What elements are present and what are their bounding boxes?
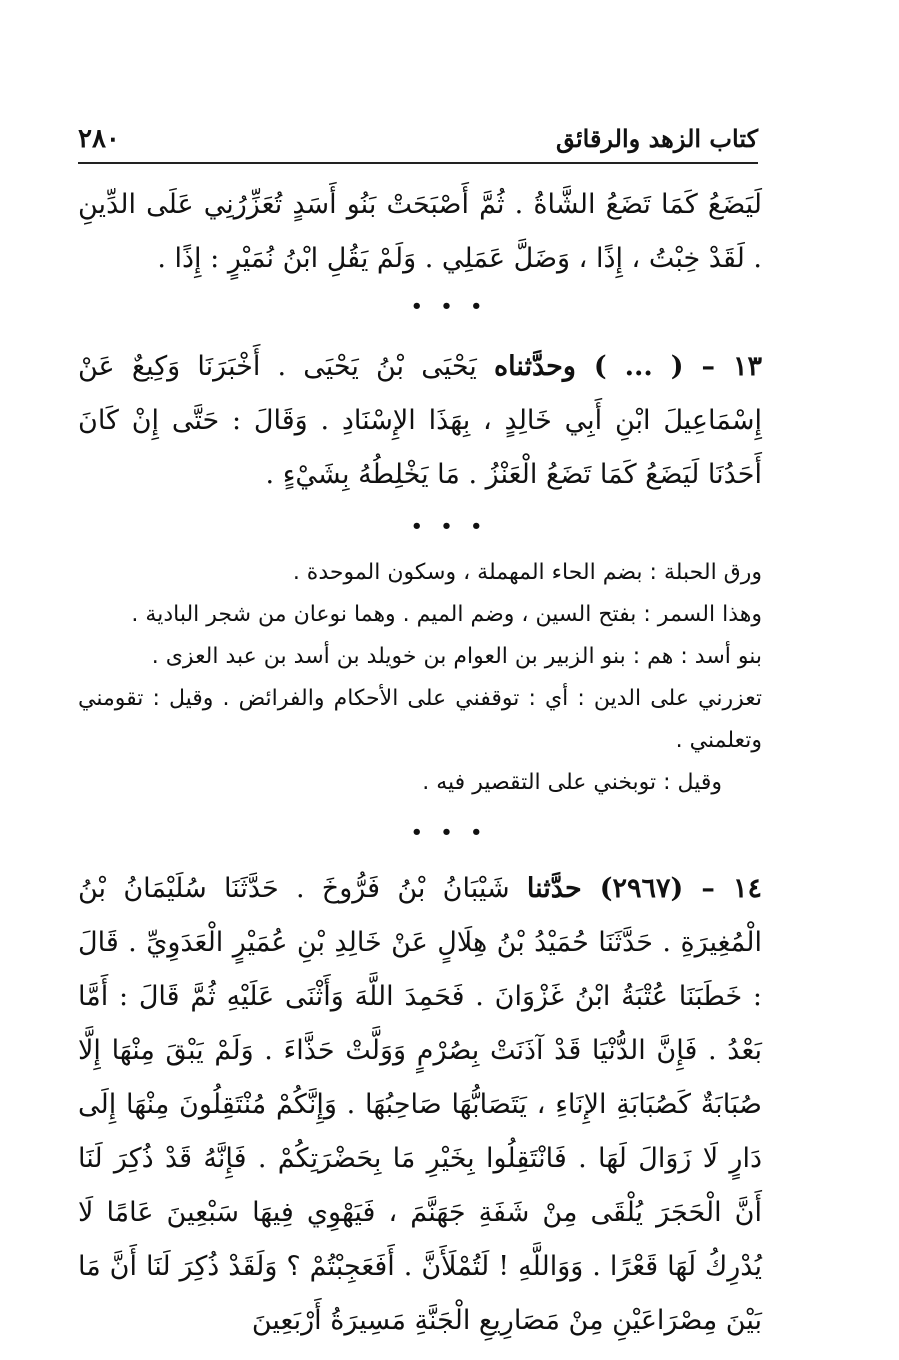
note-line: بنو أسد : هم : بنو الزبير بن العوام بن خويلد بن أسد بن عبد العزى . [151, 644, 762, 669]
note-line: وهذا السمر : بفتح السين ، وضم الميم . وهما نوعان من شجر البادية . [131, 602, 762, 627]
hadith-13-text: يَحْيَى بْنُ يَحْيَى . أَخْبَرَنَا وَكِيعٌ عَنْ إِسْمَاعِيلَ ابْنِ أَبِي خَالِدٍ ، بِهَذَا الإِسْنَادِ . وَقَالَ : حَتَّى إِنْ كَانَ أَحَدُنَا لَيَضَعُ كَمَا تَضَعُ الْعَنْزُ . مَا يَخْلِطُهُ بِشَيْءٍ . [78, 351, 762, 490]
hadith-13 [78, 340, 762, 502]
note-line: وقيل : توبخني على التقصير فيه . [422, 770, 722, 795]
page-number: ٢٨٠ [78, 124, 120, 154]
notes-block [78, 552, 762, 804]
separator-2: • • • [410, 516, 489, 537]
hadith-13-number: ١٣ – ( ... ) وحدَّثناه [493, 351, 762, 382]
top-paragraph: لَيَضَعُ كَمَا تَضَعُ الشَّاةُ . ثُمَّ أَصْبَحَتْ بَنُو أَسَدٍ تُعَزِّرُنِي عَلَى الدِّينِ . لَقَدْ خِبْتُ ، إِذًا ، وَضَلَّ عَمَلِي . وَلَمْ يَقُلِ ابْنُ نُمَيْرٍ : إِذًا . [78, 189, 762, 274]
book-title: كتاب الزهد والرقائق [555, 124, 758, 153]
hadith-14 [78, 862, 762, 1348]
page-header [78, 118, 758, 164]
note-line: ورق الحبلة : بضم الحاء المهملة ، وسكون الموحدة . [292, 560, 762, 585]
separator-3: • • • [410, 822, 489, 843]
hadith-14-number: ١٤ – (٢٩٦٧) حدَّثنا [526, 873, 762, 904]
hadith-14-text: شَيْبَانُ بْنُ فَرُّوخَ . حَدَّثَنَا سُلَيْمَانُ بْنُ الْمُغِيرَةِ . حَدَّثَنَا حُمَيْدُ بْنُ هِلَالٍ عَنْ خَالِدِ بْنِ عُمَيْرٍ الْعَدَوِيِّ . قَالَ : خَطَبَنَا عُتْبَةُ ابْنُ غَزْوَانَ . فَحَمِدَ اللَّهَ وَأَثْنَى عَلَيْهِ ثُمَّ قَالَ : أَمَّا بَعْدُ . فَإِنَّ الدُّنْيَا قَدْ آذَنَتْ بِصُرْمٍ وَوَلَّتْ حَذَّاءَ . وَلَمْ يَبْقَ مِنْهَا إِلَّا صُبَابَةٌ كَصُبَابَةِ الإِنَاءِ ، يَتَصَابُّهَا صَاحِبُهَا . وَإِنَّكُمْ مُنْتَقِلُونَ مِنْهَا إِلَى دَارٍ لَا زَوَالَ لَهَا . فَانْتَقِلُوا بِخَيْرِ مَا بِحَضْرَتِكُمْ . فَإِنَّهُ قَدْ ذُكِرَ لَنَا أَنَّ الْحَجَرَ يُلْقَى مِنْ شَفَةِ جَهَنَّمَ ، فَيَهْوِي فِيهَا سَبْعِينَ عَامًا لَا يُدْرِكُ لَهَا قَعْرًا . وَوَاللَّهِ ! لَتُمْلَأَنَّ . أَفَعَجِبْتُمْ ؟ وَلَقَدْ ذُكِرَ لَنَا أَنَّ مَا بَيْنَ مِصْرَاعَيْنِ مِنْ مَصَارِيعِ الْجَنَّةِ مَسِيرَةُ أَرْبَعِينَ [78, 873, 762, 1336]
note-line: تعزرني على الدين : أي : توقفني على الأحكام والفرائض . وقيل : تقومني وتعلمني . [78, 686, 762, 753]
separator-1: • • • [410, 296, 489, 317]
